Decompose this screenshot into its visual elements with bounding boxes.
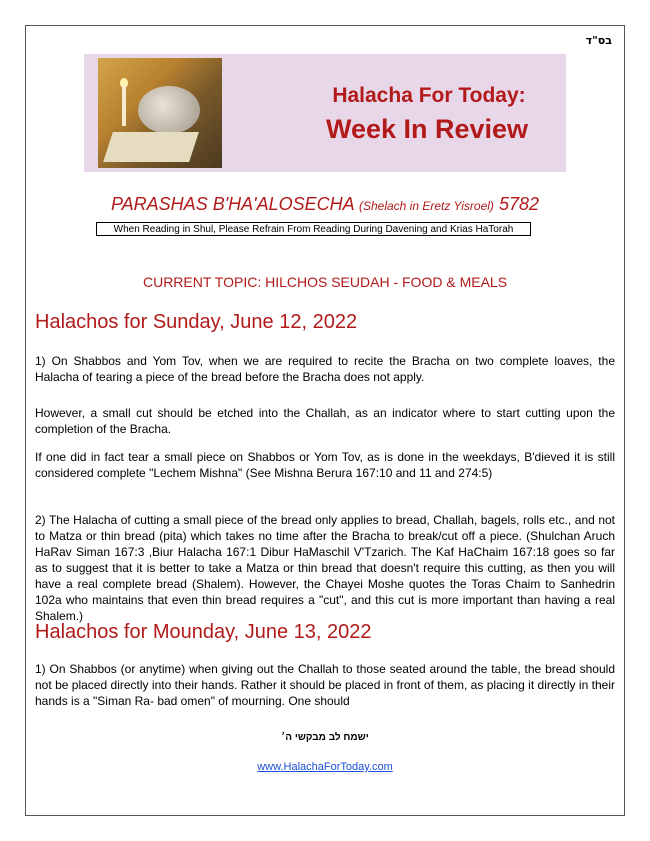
paragraph: If one did in fact tear a small piece on Shabbos or Yom Tov, as is done in the weekdays, B'dieved it is still considered complete "Lechem Mishna" (See Mishna Berura 167:10 and 11 and 274:5) xyxy=(35,450,615,480)
paragraph: 1) On Shabbos (or anytime) when giving out the Challah to those seated around the table, the bread should not be placed directly into their hands. Rather it should be placed in front of them, as placing it directly in their hands is a "Siman Ra- bad omen" of mourning. One should xyxy=(35,662,615,708)
banner-title-line1: Halacha For Today: xyxy=(332,84,526,107)
candle-icon xyxy=(122,86,126,126)
website-link[interactable]: www.HalachaForToday.com xyxy=(257,761,393,773)
parasha-line xyxy=(0,194,650,215)
paragraph: However, a small cut should be etched into the Challah, as an indicator where to start cutting upon the completion of the Bracha. xyxy=(35,406,615,436)
footer-hebrew: ישמח לב מבקשי ה׳ xyxy=(281,732,369,743)
parasha-name: PARASHAS B'HA'ALOSECHA xyxy=(111,194,354,214)
head-shape xyxy=(138,86,200,134)
banner-title-line2: Week In Review xyxy=(325,114,529,144)
bsd-mark: בס"ד xyxy=(585,34,612,47)
section-heading-monday: Halachos for Mounday, June 13, 2022 xyxy=(35,621,372,643)
banner xyxy=(84,54,566,172)
parasha-note: (Shelach in Eretz Yisroel) xyxy=(358,199,494,213)
rabbi-studying-image xyxy=(98,58,222,168)
book-shape xyxy=(103,132,199,162)
section-heading-sunday: Halachos for Sunday, June 12, 2022 xyxy=(35,311,358,333)
current-topic: CURRENT TOPIC: HILCHOS SEUDAH - FOOD & MEALS xyxy=(142,274,508,290)
paragraph: 1) On Shabbos and Yom Tov, when we are required to recite the Bracha on two complete loaves, the Halacha of tearing a piece of the bread before the Bracha does not apply. xyxy=(35,354,615,384)
reading-notice: When Reading in Shul, Please Refrain From Reading During Davening and Krias HaTorah xyxy=(96,222,531,236)
paragraph: 2) The Halacha of cutting a small piece of the bread only applies to bread, Challah, bagels, rolls etc., and not to Matza or thin bread (pita) which takes no time after the Bracha to break/cut off a piece. (Shulchan Aruch HaRav Siman 167:3 ,Biur Halacha 167:1 Dibur HaMaschil V'Tzarich. The Kaf HaChaim 167:18 goes so far as to suggest that it is better to take a Matza or thin bread that doesn't require this cutting, as then you will have a real complete bread (Shalem). However, the Chayei Moshe quotes the Toras Chaim to Sanhedrin 102a who maintains that even thin bread requires a "cut", and this cut is more important than having a real Shalem.) xyxy=(35,513,615,623)
parasha-year: 5782 xyxy=(498,194,539,214)
